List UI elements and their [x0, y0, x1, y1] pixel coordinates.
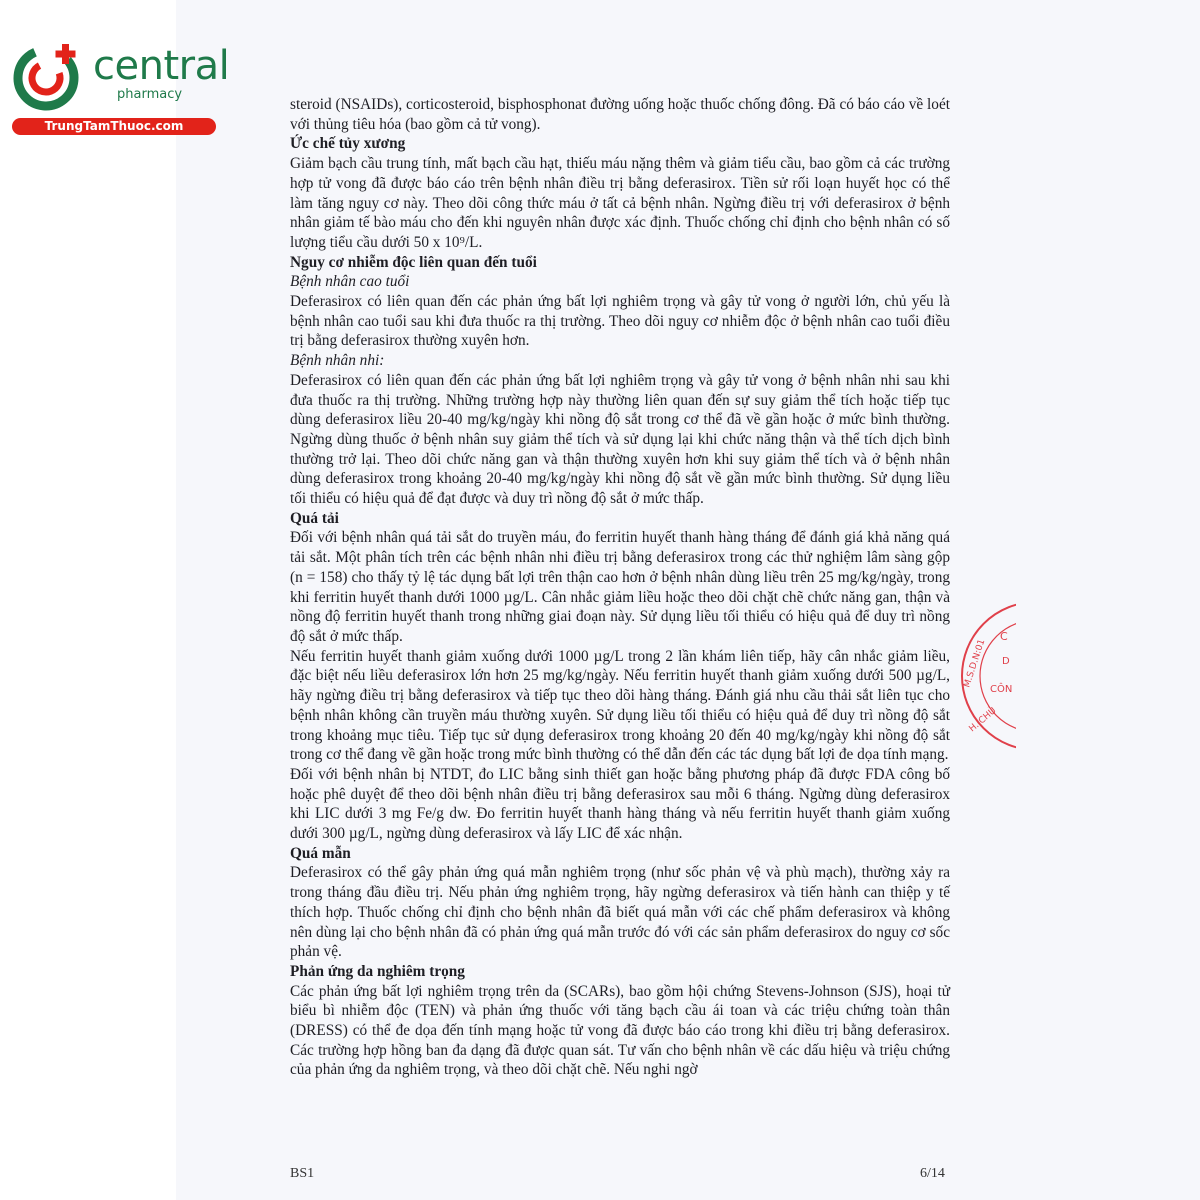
svg-text:C: C: [1000, 630, 1008, 643]
logo-tagline: pharmacy: [117, 87, 183, 102]
central-pharmacy-logo: [8, 36, 230, 136]
body-paragraph: Đối với bệnh nhân bị NTDT, đo LIC bằng sinh thiết gan hoặc bằng phương pháp đã được FDA công bố hoặc phê duyệt để theo dõi bệnh nhân điều trị bằng deferasirox sau mỗi 6 tháng. Ngừng dùng deferasirox khi LIC dưới 3 mg Fe/g dw. Đo ferritin huyết thanh hàng tháng và nếu ferritin huyết thanh giảm xuống dưới 300 µg/L, ngừng dùng deferasirox và lấy LIC để xác nhận.: [290, 765, 950, 843]
footer-code: BS1: [290, 1166, 315, 1181]
body-paragraph: Nếu ferritin huyết thanh giảm xuống dưới 1000 µg/L trong 2 lần khám liên tiếp, hãy cân nhắc giảm liều, đặc biệt nếu liều deferasirox lớn hơn 25 mg/kg/ngày. Nếu ferritin huyết thanh giảm xuống dưới 500 µg/L, hãy ngừng điều trị bằng deferasirox và tiếp tục theo dõi hàng tháng. Đánh giá nhu cầu thải sắt liên tục cho bệnh nhân không cần truyền máu thường xuyên. Sử dụng liều tối thiểu có hiệu quả để duy trì nồng độ sắt trong khoảng mục tiêu. Tiếp tục sử dụng deferasirox trong khoảng 20 đến 40 mg/kg/ngày khi nồng độ sắt trong cơ thể đang về gần hoặc trong mức bình thường có thể dẫn đến các tác dụng bất lợi đe dọa tính mạng.: [290, 647, 950, 764]
svg-text:D: D: [1002, 656, 1010, 667]
section-heading: Nguy cơ nhiễm độc liên quan đến tuổi: [290, 253, 537, 271]
logo-site-url: TrungTamThuoc.com: [12, 118, 216, 135]
body-paragraph: Deferasirox có liên quan đến các phản ứng bất lợi nghiêm trọng và gây tử vong ở bệnh nhân nhi sau khi đưa thuốc ra thị trường. Những trường hợp này thường liên quan đến sự suy giảm thể tích hoặc tiếp tục dùng deferasirox liều 20-40 mg/kg/ngày khi nồng độ sắt trong cơ thể đã về gần hoặc ở mức bình thường. Ngừng dùng thuốc ở bệnh nhân suy giảm thể tích và sử dụng lại khi chức năng thận và thể tích dịch bình thường trở lại. Theo dõi chức năng gan và thận thường xuyên hơn khi suy giảm thể tích và ở bệnh nhân dùng deferasirox trong khoảng 20-40 mg/kg/ngày khi nồng độ sắt về gần mức bình thường. Sử dụng liều tối thiểu có hiệu quả để đạt được và duy trì nồng độ sắt ở mức thấp.: [290, 371, 950, 508]
document-body: [290, 95, 950, 1080]
page-number: 6/14: [920, 1166, 945, 1181]
section-heading: Quá mẫn: [290, 844, 351, 862]
body-paragraph: Giảm bạch cầu trung tính, mất bạch cầu hạt, thiếu máu nặng thêm và giảm tiểu cầu, bao gồm cả các trường hợp tử vong đã được báo cáo trên bệnh nhân điều trị bằng deferasirox. Tiền sử rối loạn huyết học có thể làm tăng nguy cơ này. Theo dõi công thức máu ở tất cả bệnh nhân. Ngừng điều trị với deferasirox ở bệnh nhân giảm tế bào máu cho đến khi nguyên nhân được xác định. Thuốc chống chỉ định cho bệnh nhân có số lượng tiểu cầu dưới 50 x 10⁹/L.: [290, 155, 950, 251]
section-heading: Quá tải: [290, 509, 339, 527]
red-seal-stamp: [956, 596, 1016, 756]
body-paragraph: Deferasirox có liên quan đến các phản ứng bất lợi nghiêm trọng và gây tử vong ở người lớn, chủ yếu là bệnh nhân cao tuổi sau khi đưa thuốc ra thị trường. Theo dõi nguy cơ nhiễm độc ở bệnh nhân cao tuổi điều trị bằng deferasirox thường xuyên hơn.: [290, 293, 950, 350]
pharmacy-cross-icon: [12, 38, 88, 114]
section-heading: Ức chế tủy xương: [290, 135, 406, 153]
body-paragraph: Deferasirox có thể gây phản ứng quá mẫn nghiêm trọng (như sốc phản vệ và phù mạch), thường xảy ra trong tháng đầu điều trị. Nếu phản ứng nghiêm trọng, hãy ngừng deferasirox và tiến hành can thiệp y tế thích hợp. Thuốc chống chỉ định cho bệnh nhân đã biết quá mẫn với các chế phẩm deferasirox và không nên dùng lại cho bệnh nhân đã có phản ứng quá mẫn trước đó với các sản phẩm deferasirox do nguy cơ sốc phản vệ.: [290, 864, 950, 961]
section-heading: Phản ứng da nghiêm trọng: [290, 962, 465, 980]
body-paragraph: Đối với bệnh nhân quá tải sắt do truyền máu, đo ferritin huyết thanh hàng tháng để đánh giá khả năng quá tải sắt. Một phân tích trên các bệnh nhân nhi điều trị bằng deferasirox trong các thử nghiệm lâm sàng gộp (n = 158) cho thấy tỷ lệ tác dụng bất lợi trên thận cao hơn ở bệnh nhân dùng liều trên 25 mg/kg/ngày, trong khi ferritin huyết thanh dưới 1000 µg/L. Cân nhắc giảm liều hoặc theo dõi chặt chẽ chức năng gan, thận và nồng độ ferritin huyết thanh trong những giai đoạn này. Sử dụng liều tối thiểu có hiệu quả để duy trì nồng độ sắt ở mức thấp.: [290, 529, 950, 645]
logo-brand: central: [93, 43, 230, 89]
svg-text:M.S.D.N:01: M.S.D.N:01: [962, 638, 988, 689]
section-subheading: Bệnh nhân nhi:: [290, 352, 385, 370]
body-paragraph: steroid (NSAIDs), corticosteroid, bisphosphonat đường uống hoặc thuốc chống đông. Đã có báo cáo về loét với thủng tiêu hóa (bao gồm cả tử vong).: [290, 96, 950, 133]
body-paragraph: Các phản ứng bất lợi nghiêm trọng trên da (SCARs), bao gồm hội chứng Stevens-Johnson (SJS), hoại tử biểu bì nhiễm độc (TEN) và phản ứng thuốc với tăng bạch cầu ái toan và các triệu chứng toàn thân (DRESS) có thể đe dọa đến tính mạng hoặc tử vong đã được báo cáo trong khi điều trị bằng deferasirox. Các trường hợp hồng ban đa dạng đã được quan sát. Tư vấn cho bệnh nhân về các dấu hiệu và triệu chứng của phản ứng da nghiêm trọng, và theo dõi chặt chẽ. Nếu nghi ngờ: [290, 982, 950, 1079]
svg-text:CÔN: CÔN: [990, 684, 1013, 695]
svg-text:H. CHỦ: H. CHỦ: [967, 706, 999, 735]
section-subheading: Bệnh nhân cao tuổi: [290, 273, 410, 291]
